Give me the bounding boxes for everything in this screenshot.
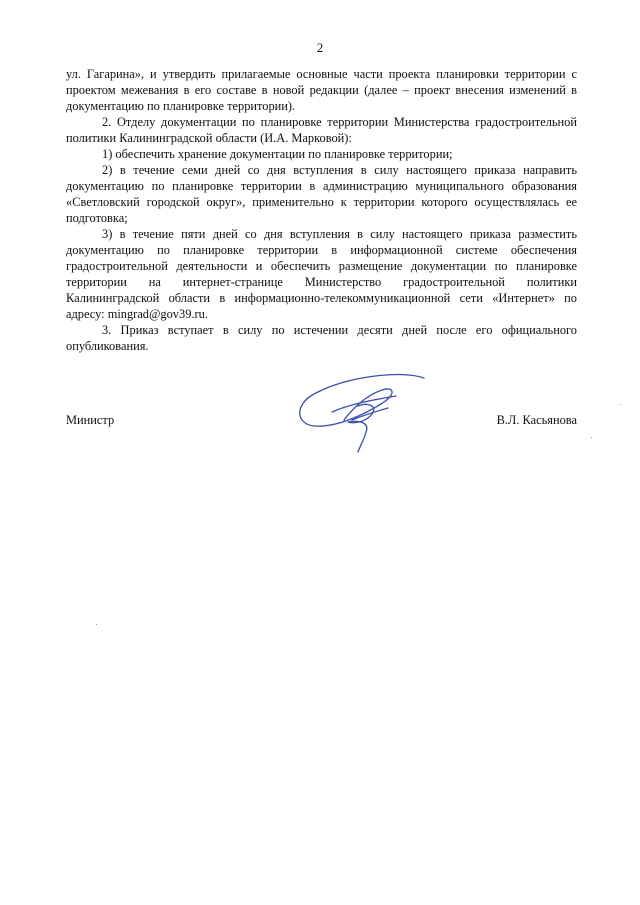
paragraph-subitem-2: 2) в течение семи дней со дня вступления в силу настоящего приказа направить документацию по планировке территории в администрацию муниципального образования «Светловский городской округ», применительно к территории которого осуществлялась ее подготовка; xyxy=(66,163,577,225)
paragraph-subitem-3: 3) в течение пяти дней со дня вступления в силу настоящего приказа разместить документацию по планировке территории в информационной системе обеспечения градостроительной деятельности и обеспечить размещение документации по планировке территории на интернет-странице Министерство градостроительной политики Калининградской области в информационно-телекоммуникационной сети «Интернет» по адресу: mingrad@gov39.ru. xyxy=(66,227,577,321)
document-body xyxy=(66,66,577,354)
scan-speck xyxy=(591,437,592,438)
signature-loop-stroke xyxy=(300,375,424,427)
signatory-position: Министр xyxy=(66,413,115,427)
scan-speck xyxy=(96,624,97,625)
signatory-name: В.Л. Касьянова xyxy=(496,413,577,427)
paragraph-subitem-1: 1) обеспечить хранение документации по планировке территории; xyxy=(102,147,453,161)
handwritten-signature xyxy=(292,372,432,454)
page-number: 2 xyxy=(316,40,324,55)
scan-speck xyxy=(620,404,621,405)
signature-hook-stroke xyxy=(348,404,374,452)
paragraph-item-2: 2. Отделу документации по планировке территории Министерства градостроительной политики Калининградской области (И.А. Марковой): xyxy=(66,115,577,145)
paragraph-continuation: ул. Гагарина», и утвердить прилагаемые основные части проекта планировки территории с проектом межевания в его составе в новой редакции (далее – проект внесения изменений в документацию по планировке территории). xyxy=(66,67,577,113)
paragraph-item-3: 3. Приказ вступает в силу по истечении десяти дней после его официального опубликования. xyxy=(66,323,577,353)
